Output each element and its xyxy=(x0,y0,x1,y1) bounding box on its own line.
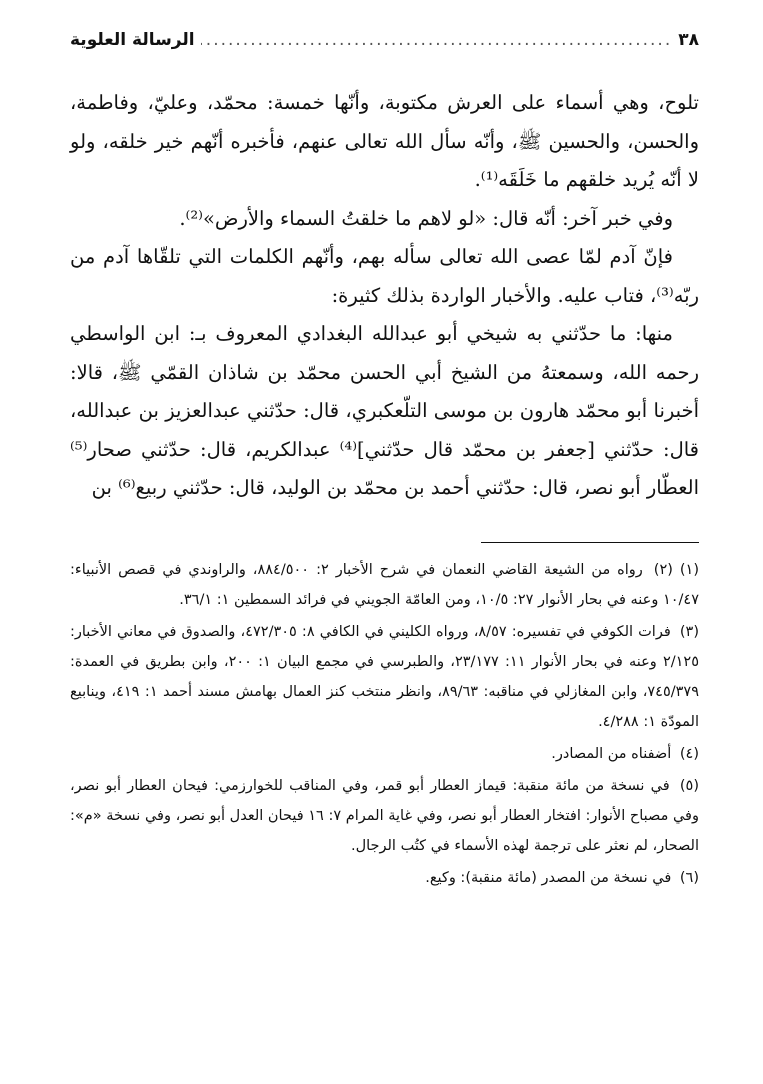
footnote-text: فرات الكوفي في تفسيره: ٨/٥٧، ورواه الكليني في الكافي ٨: ٤٧٢/٣٠٥، والصدوق في معاني الأخبار: ٢/١٢٥ وعنه في بحار الأنوار ١١: ٢٣/١٧٧، والطبرسي في مجمع البيان ١: ٢٠٠، وابن بطريق في العمدة: ٧٤٥/٣٧٩، وابن المغازلي في مناقبه: ٨٩/٦٣، وانظر منتخب كنز العمال بهامش مسند أحمد ١: ٤١٩، وينابيع المودّة ١: ٤/٢٨٨. xyxy=(70,623,700,730)
footnote-text: أضفناه من المصادر. xyxy=(551,745,672,762)
footnote-text: في نسخة من مائة منقبة: قيماز العطار أبو قمر، وفي المناقب للخوارزمي: فيحان العطار أبو نصر، وفي مصباح الأنوار: افتخار العطار أبو نصر، وفي غاية المرام ٧: ١٦ فيحان العدل أبو نصر، وفي نسخة «م»: الصحار، لم نعثر على ترجمة لهذه الأسماء في كتُب الرجال. xyxy=(70,777,699,854)
footnotes xyxy=(70,555,699,893)
footnote-separator xyxy=(481,542,699,543)
footnote-6 xyxy=(70,863,699,893)
footnote-text: رواه من الشيعة القاضي النعمان في شرح الأخبار ٢: ٨٨٤/٥٠٠، والراوندي في قصص الأنبياء: ١٠/٤٧ وعنه في بحار الأنوار ٢٧: ١٠/٥، ومن العامّة الجويني في فرائد السمطين ١: ٣٦/١. xyxy=(70,561,699,608)
paragraph-4: منها: ما حدّثني به شيخي أبو عبدالله البغدادي المعروف بـ: ابن الواسطي رحمه الله، وسمعتهُ من الشيخ أبي الحسن محمّد بن شاذان القمّي ﷺ، قالا: أخبرنا أبو محمّد هارون بن موسى التلّعكبري، قال: حدّثني عبدالعزيز بن عبدالله، قال: حدّثني [جعفر بن محمّد قال حدّثني]⁽⁴⁾ عبدالكريم، قال: حدّثني صحار⁽⁵⁾ العطّار أبو نصر، قال: حدّثني أحمد بن محمّد بن الوليد، قال: حدّثني ربيع⁽⁶⁾ بن xyxy=(70,322,700,499)
footnote-number: (٥) xyxy=(679,777,700,794)
paragraph-1: تلوح، وهي أسماء على العرش مكتوبة، وأنّها خمسة: محمّد، وعليّ، وفاطمة، والحسن، والحسين ﷺ، وأنّه سأل الله تعالى عنهم، فأخبره أنّهم خير خلقه، ولو لا أنّه يُريد خلقهم ما خَلَقَه⁽¹⁾. xyxy=(70,91,699,191)
running-title: الرسالة العلوية xyxy=(70,30,195,50)
paragraph-2: وفي خبر آخر: أنّه قال: «لو لاهم ما خلقتُ السماء والأرض»⁽²⁾. xyxy=(179,206,673,230)
footnote-4 xyxy=(70,739,699,769)
footnote-number: (٦) xyxy=(679,869,699,886)
footnote-number: (٣) xyxy=(679,623,699,640)
running-header xyxy=(70,30,699,60)
main-text xyxy=(70,84,699,508)
footnote-1-2 xyxy=(70,555,699,615)
footnote-5 xyxy=(70,771,699,861)
footnote-number: (٤) xyxy=(679,745,699,762)
page-number: ٣٨ xyxy=(678,30,699,50)
leader-dots xyxy=(201,30,673,50)
footnote-number: (١) (٢) xyxy=(653,561,699,578)
footnote-text: في نسخة من المصدر (مائة منقبة): وكيع. xyxy=(425,869,672,886)
footnote-3 xyxy=(70,617,699,737)
paragraph-3: فإنّ آدم لمّا عصى الله تعالى سأله بهم، وأنّهم الكلمات التي تلقّاها آدم من ربّه⁽³⁾، فتاب عليه. والأخبار الواردة بذلك كثيرة: xyxy=(70,245,699,307)
